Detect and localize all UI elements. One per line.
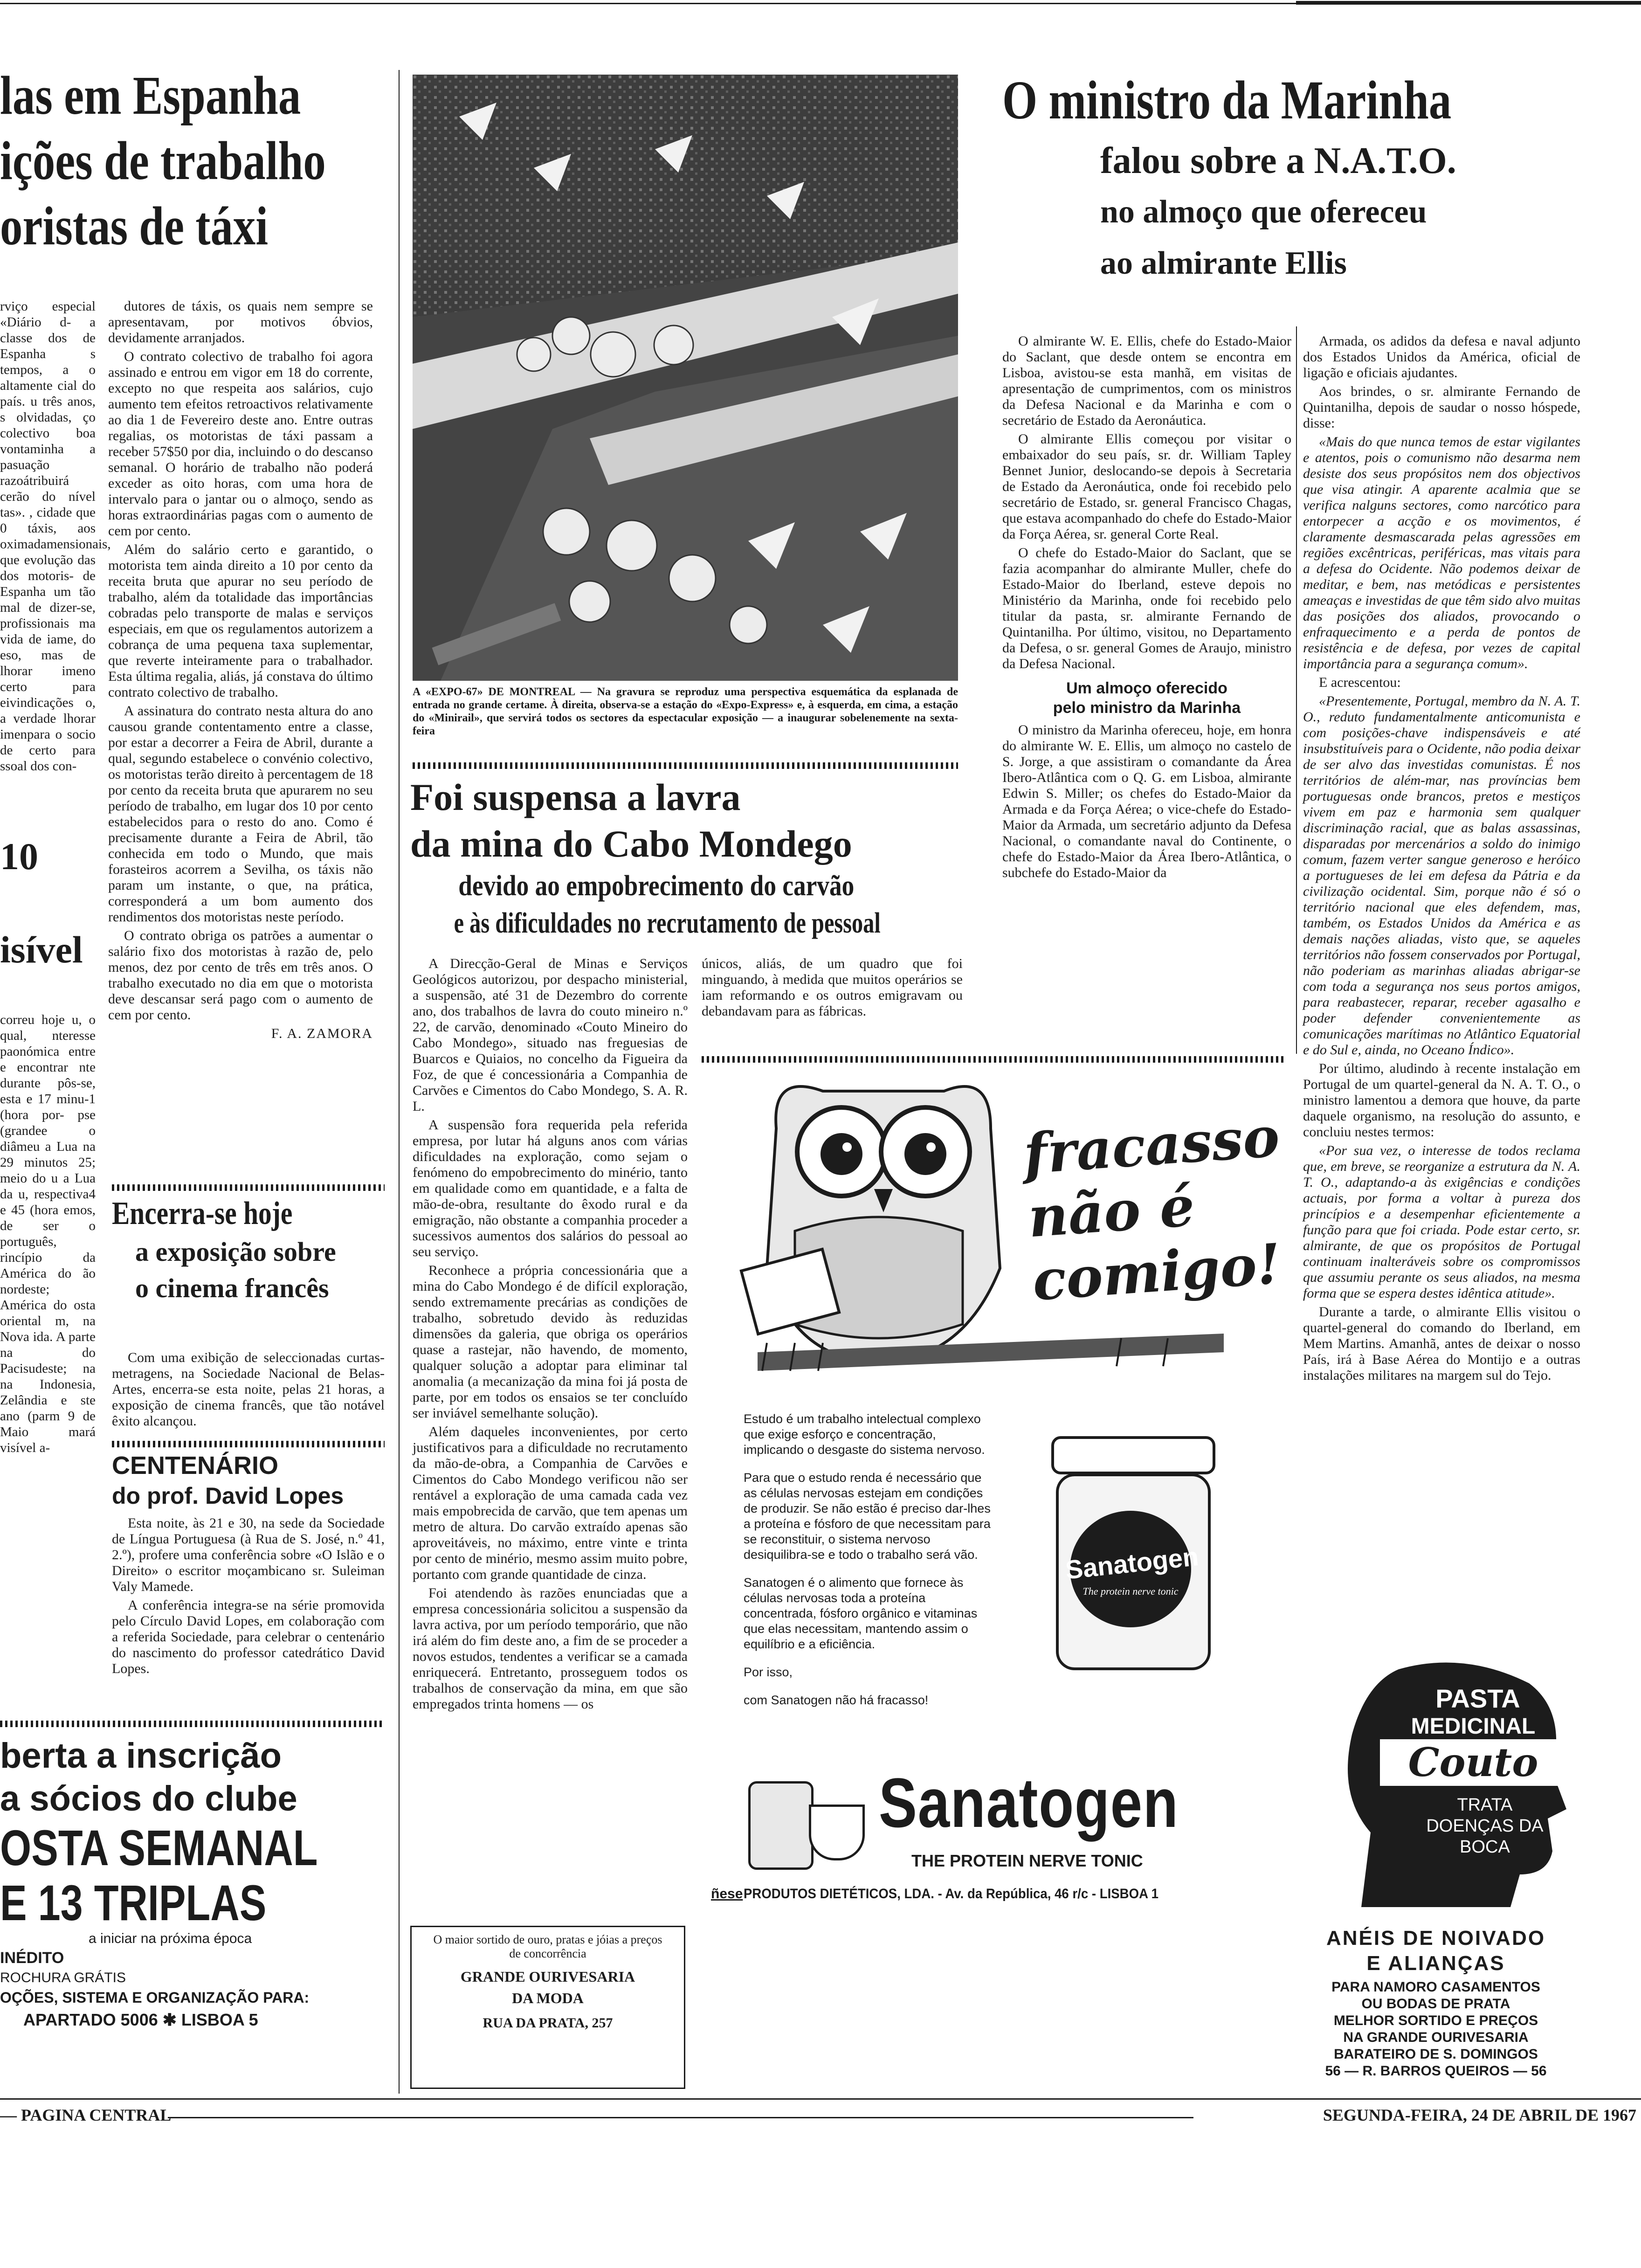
centenario-title-line: CENTENÁRIO: [112, 1452, 279, 1480]
ad-line: OSTA SEMANAL: [0, 1819, 318, 1876]
paragraph: Armada, os adidos da defesa e naval adjunto dos Estados Unidos da América, oficial de ligação e oficiais ajudantes.: [1303, 333, 1580, 380]
paragraph: Esta noite, às 21 e 30, na sede da Sociedade de Língua Portuguesa (à Rua de S. José, n.º 41, 2.º), profere uma conferência sobre «O Islão e o Direito» o escritor moçambicano sr. Suleiman Valy Mamede.: [112, 1515, 385, 1594]
paragraph: O almirante Ellis começou por visitar o embaixador do seu país, sr. dr. William Tapley Bennet Junior, deslocando-se depois à Secretaria de Estado da Aeronáutica, onde foi recebido pelo secretário de Estado, sr. general Francisco Chagas, que estava acompanhado do chefe do Estado-Maior da Força Aérea, sr. general Corte Real.: [1002, 431, 1291, 542]
ad-line: a iniciar na próxima época: [89, 1931, 252, 1946]
paragraph: Sanatogen é o alimento que fornece às células nervosas toda a proteína concentrada, fósforo orgânico e vitaminas que elas necessitam, mantendo assim o equilíbrio e a eficiência.: [744, 1576, 978, 1651]
sanatogen-ad: [702, 1072, 1284, 2070]
fragment-big-10: 10: [0, 835, 38, 878]
aneis-line: E ALIANÇAS: [1366, 1952, 1505, 1975]
sanatogen-copy: [744, 1399, 995, 1721]
mina-column-2: [702, 956, 963, 1022]
mina-head-line: Foi suspensa a lavra: [410, 776, 741, 818]
ourivesaria-line: RUA DA PRATA, 257: [483, 2015, 613, 2031]
centenario-text: [112, 1515, 385, 1680]
sanatogen-slogan: fracasso não é comigo!: [1021, 1104, 1283, 1313]
aneis-line: ANÉIS DE NOIVADO: [1326, 1927, 1546, 1950]
ministro-head-line: ao almirante Ellis: [1100, 245, 1347, 281]
paragraph: Além daqueles inconvenientes, por certo justificativos para a dificuldade no recrutamento da mão-de-obra, a Companhia de Carvões e Cimentos do Cabo Mondego verificou não ser rentável a exploração de uma camada cada vez mais empobrecida de carvão, que tem apenas um metro de altura. Do carvão extraído apenas são aproveitáveis, no máximo, entre vinte e trinta por cento de minério, mesmo assim muito pobre, portanto com grande quantidade de cinza.: [413, 1424, 688, 1582]
paragraph: O contrato obriga os patrões a aumentar o salário fixo dos motoristas à razão de, pelo menos, dez por cento de três em três anos. O trabalho executado no dia em que o motorista deve descansar será pago com o aumento de cem por cento.: [108, 928, 373, 1023]
expo-67-illustration: [413, 75, 958, 681]
paragraph: Reconhece a própria concessionária que a mina do Cabo Mondego é de difícil exploração, sendo extremamente precárias as condições de trabalho, sobretudo devido às reduzidas dimensões da galeria, que obriga os operários quase a rastejar, não havendo, de momento, qualquer solução a adoptar para eliminar tal anomalia (a mecanização da mina foi já posta de parte, por em todos os ensaios se ter concluído ser inviável semelhante solução).: [413, 1263, 688, 1421]
sanatogen-address: PRODUTOS DIETÉTICOS, LDA. - Av. da República, 46 r/c - LISBOA 1: [744, 1886, 1158, 1902]
paragraph: Por isso,: [744, 1665, 793, 1679]
cup: [809, 1805, 865, 1860]
aneis-line: MELHOR SORTIDO E PREÇOS: [1333, 2013, 1538, 2028]
aneis-line: 56 — R. BARROS QUEIROS — 56: [1325, 2063, 1547, 2079]
ministro-head-line: no almoço que ofereceu: [1100, 194, 1427, 230]
headline-line: ições de trabalho: [0, 130, 326, 191]
dash-glyph: —: [0, 2106, 21, 2124]
exposicao-text: [112, 1350, 385, 1432]
ministro-subhead: [1002, 678, 1291, 718]
paragraph: Estudo é um trabalho intelectual complexo que exige esforço e concentração, implicando o desgaste do sistema nervoso.: [744, 1412, 985, 1457]
fragment-big-isivel: isível: [0, 928, 83, 971]
pasta-brand: Couto: [1380, 1739, 1566, 1786]
sanatogen-logo: ñese: [711, 1886, 743, 1902]
paragraph: com Sanatogen não há fracasso!: [744, 1693, 929, 1707]
exposicao-title-line: a exposição sobre: [135, 1237, 336, 1267]
ministro-body-2a: [1303, 333, 1580, 431]
expo-photo: [413, 75, 958, 681]
ad-line: INÉDITO: [0, 1949, 64, 1967]
exposicao-title-line: o cinema francês: [135, 1273, 329, 1303]
aneis-line: NA GRANDE OURIVESARIA: [1343, 2030, 1529, 2045]
paragraph: Além do salário certo e garantido, o motorista tem ainda direito a 10 por cento da receita bruta que apurar no seu período de trabalho, além da totalidade das importâncias cobradas pelo transporte de malas e serviços especiais, em que os regulamentos autorizem a cobrança de uma pequena taxa suplementar, que reverte inteiramente para o trabalhador. Esta última regalia, aliás, já constava do último contrato colectivo de trabalho.: [108, 542, 373, 700]
paragraph: Aos brindes, o sr. almirante Fernando de Quintanilha, depois de saudar o nosso hóspede, disse:: [1303, 384, 1580, 431]
exposicao-title: [112, 1194, 385, 1307]
ourivesaria-line: GRANDE OURIVESARIA: [460, 1968, 635, 1985]
aneis-line: PARA NAMORO CASAMENTOS: [1331, 1979, 1540, 1995]
ministro-column-1: [1002, 333, 1291, 1061]
taxi-fragment-text: rviço especial «Diário d- a classe dos de Espanha s tempos, a o altamente cial do país. u três anos, s olvidadas, ço colectivo boa vontaminha a pasuação razoátribuirá cerão do nível tas». , cidade que 0 táxis, aos oximadamensionais, que evolução das dos motoris- de Espanha um tão mal de dizer-se, profissionais ma vida de iame, do eso, mas de lhorar imeno certo para eivindicações o, a verdade lhorar imenpara o socio de certo para ssoal dos con-: [0, 299, 111, 774]
aneis-line: OU BODAS DE PRATA: [1361, 1996, 1510, 2012]
pasta-line: PASTA: [1435, 1684, 1520, 1713]
exposicao-paragraph: Com uma exibição de seleccionadas curtas-metragens, na Sociedade Nacional de Belas-Artes, encerra-se esta noite, pelas 21 horas, a exposição de cinema francês, que tão notável êxito alcançou.: [112, 1350, 385, 1429]
mina-head-line: e às dificuldades no recrutamento de pessoal: [454, 907, 881, 939]
ministro-paragraph: Por último, aludindo à recente instalação em Portugal de um quartel-general da N. A. T. O., o ministro lamentou a demora que houve, da parte daquele organismo, na resolução do assunto, e concluiu nestes termos:: [1303, 1061, 1580, 1140]
centenario-title-line: do prof. David Lopes: [112, 1483, 344, 1509]
ministro-paragraph: O ministro da Marinha ofereceu, hoje, em honra do almirante W. E. Ellis, um almoço no castelo de S. Jorge, a que assistiram o comandante da Área Ibero-Atlântica com o Q. G. em Lisboa, almirante Edwin S. Miller; os chefes do Estado-Maior da Armada e da Força Aérea; o vice-chefe do Estado-Maior da Armada, um secretário adjunto da Defesa Nacional, o comandante naval do Continente, o chefe do Estado-Maior da Área Ibero-Atlântica, o subchefe do Estado-Maior da: [1002, 722, 1291, 880]
small-jar: [748, 1781, 814, 1870]
page-section-label: PAGINA CENTRAL: [21, 2106, 172, 2124]
ministro-quote: «Mais do que nunca temos de estar vigilantes e atentos, pois o comunismo não desarma nem desiste dos seus propósitos nem dos objectivos que visa atingir. A aparente acalmia que se verifica nalguns sectores, como narcótico para entorpecer a acção e os movimentos, é claramente desmascarada pelas agressões em regiões excêntricas, periféricas, mas vitais para a defesa do Ocidente. Não podemos deixar de meditar, e bem, nas metódicas e persistentes ameaças e investidas de que têm sido alvo muitas das posições dos aliados, provocando o enfraquecimento e a perda de pontos de resistência e de defesa, por vezes de capital importância para a segurança comum».: [1303, 434, 1580, 671]
aneis-ad: [1287, 1926, 1585, 2094]
ministro-paragraph: Durante a tarde, o almirante Ellis visitou o quartel-general do comando do Iberland, em Mem Martins. Amanhã, antes de deixar o nosso País, irá à Base Aérea do Montijo e a outras instalações militares na margem sul do Tejo.: [1303, 1304, 1580, 1383]
ministro-quote: «Por sua vez, o interesse de todos reclama que, em breve, se reorganize a estrutura da N. A. T. O., adaptando-a às exigências e condições actuais, por forma a voltar à pureza dos princípios e a desempenhar eficientemente a função para que foi criada. Pode estar certo, sr. almirante, de que os propósitos de Portugal continuam inalteráveis sobre os compromissos que assumiu perante os seus aliados, na mesma forma que se espera destes idêntica atitude».: [1303, 1143, 1580, 1301]
paragraph: A assinatura do contrato nesta altura do ano causou grande contentamento entre a classe, por estar a decorrer a Feira de Abril, durante a qual, segundo estabelece o convénio colectivo, os motoristas terão direito à percentagem de 18 por cento da receita bruta que apurarem no seu período de trabalho, em lugar dos 10 por cento estabelecidos para o resto do ano. Como é precisamente durante a Feira de Abril, tão conhecida em todo o Mundo, que mais forasteiros acorrem a Sevilha, os táxis não param um instante, o que, na prática, corresponderá a um bom aumento dos rendimentos dos motoristas neste período.: [108, 703, 373, 925]
mina-head-line: da mina do Cabo Mondego: [410, 823, 852, 865]
aneis-line: BARATEIRO DE S. DOMINGOS: [1334, 2047, 1538, 2062]
ministro-head-line: falou sobre a N.A.T.O.: [1100, 140, 1456, 181]
paragraph: O contrato colectivo de trabalho foi agora assinado e entrou em vigor em 18 do corrente, excepto no que respeita aos salários, cujo aumento tem efeitos retroactivos relativamente ao dia 1 de Fevereiro deste ano. Entre outras regalias, os motoristas de táxi passam a receber 57$50 por dia, incluindo o do descanso semanal. O horário de trabalho não poderá exceder as oito horas, com uma hora de intervalo para o jantar ou o almoço, sendo as horas extraordinárias pagas com o aumento de cem por cento.: [108, 349, 373, 539]
sanatogen-jar: [1047, 1436, 1214, 1669]
taxi-column-a: [0, 298, 111, 777]
sanatogen-brand: Sanatogen: [879, 1763, 1179, 1842]
centenario-title: [112, 1450, 385, 1511]
headline-line: las em Espanha: [0, 65, 301, 126]
paragraph: A suspensão fora requerida pela referida empresa, por lutar há alguns anos com várias dificuldades na exploração, como sejam o fenómeno do empobrecimento do minério, tanto em qualidade como em quantidade, e a falta de mão-de-obra, resultante do êxodo rural e da emigração, não obstante a companhia proceder a sucessivos aumentos dos salários do pessoal ao seu serviço.: [413, 1117, 688, 1259]
paragraph: dutores de táxis, os quais nem sempre se apresentavam, por motivos óbvios, devidamente arranjados.: [108, 298, 373, 346]
eclipse-fragment: [0, 1012, 96, 1721]
centenario-body: [112, 1515, 385, 1677]
mina-column-1: [413, 956, 688, 1912]
sanatogen-tagline: THE PROTEIN NERVE TONIC: [911, 1851, 1143, 1870]
ourivesaria-line: O maior sortido de ouro, pratas e jóias a preços de concorrência: [433, 1933, 662, 1960]
ministro-head-line: O ministro da Marinha: [1002, 69, 1452, 131]
mina-headline: [410, 774, 960, 942]
ad-line: a sócios do clube: [0, 1779, 297, 1819]
pasta-line: DOENÇAS DA: [1426, 1816, 1544, 1836]
caption-text: A «EXPO-67» DE MONTREAL — Na gravura se reproduz uma perspectiva esquemática da esplanada de entrada no grande certame. À direita, observa-se a estação do «Expo-Express» e, à esquerda, em cima, a estação do «Minirail», que servirá todos os sectores da espectacular exposição — a inaugurar sobelenemente na sexta-feira: [413, 686, 958, 737]
paragraph: Foi atendendo às razões enunciadas que a empresa concessionária solicitou a suspensão da lavra activa, por um período temporário, que não irá além do fim deste ano, a fim de se proceder a novos estudos, tendentes a verificar se a camada enriquecerá. Entretanto, prosseguem todos os trabalhos de conservação da mina, em que são empregados trinta homens — os: [413, 1585, 688, 1712]
subhead-line: Um almoço oferecido: [1066, 679, 1227, 697]
ad-line: OÇÕES, SISTEMA E ORGANIZAÇÃO PARA:: [0, 1989, 310, 2006]
ourivesaria-line: DA MODA: [512, 1990, 584, 2006]
ministro-column-2: [1303, 333, 1580, 1686]
pasta-line: TRATA: [1457, 1795, 1513, 1815]
paragraph: Para que o estudo renda é necessário que as células nervosas estejam em condições de produzir. Se não estão é preciso dar-lhes a proteína e fósforo de que necessitam para se reconstituir, o sistema nervoso desiquilibra-se e todo o trabalho será vão.: [744, 1471, 991, 1562]
paragraph: O almirante W. E. Ellis, chefe do Estado-Maior do Saclant, que desde ontem se encontra em Lisboa, avistou-se esta manhã, em visitas de apresentação de cumprimentos, com os ministros da Defesa Nacional e da Marinha e com o secretário de Estado da Aeronáutica.: [1002, 333, 1291, 428]
footer-left: [0, 2105, 172, 2125]
pasta-couto-ad: [1333, 1655, 1576, 1907]
mina-head-line: devido ao empobrecimento do carvão: [458, 870, 855, 902]
ad-line: berta a inscrição: [0, 1736, 282, 1776]
ad-line: APARTADO 5006 ✱ LISBOA 5: [23, 2010, 258, 2029]
ministro-quote: «Presentemente, Portugal, membro da N. A. T. O., reduto fundamentalmente anticomunista e com posições-chave indispensáveis e até insubstituíveis para o Ocidente, não podia deixar de ser alvo das investidas comunistas. É nos territórios de além-mar, nas províncias bem portuguesas onde brancos, pretos e mestiços vivem em paz e harmonia sem qualquer discriminação racial, que as balas assassinas, disparadas por mercenários a soldo do inimigo comum, fazem verter sangue generoso e heróico a portugueses de lei em defesa da Pátria e da civilização ocidental. Sim, porque não é só o território nacional que eles defendem, mas, também, os Estados Unidos da América e as demais nações aliadas, visto que, se aqueles territórios não fossem conservados por Portugal, não poderiam as marinhas aliadas abrigar-se com toda a segurança nos seus portos amigos, para reabastecer, reparar, receber agasalho e poder defender convenientemente as comunicações marítimas no Atlântico Equatorial e do Sul e, ainda, no Oceano Índico».: [1303, 693, 1580, 1058]
jar-sub: The protein nerve tonic: [1083, 1585, 1179, 1597]
photo-caption: [413, 685, 958, 738]
taxi-signature: F. A. ZAMORA: [271, 1026, 373, 1041]
ministro-headline: [1002, 65, 1641, 289]
headline-line: oristas de táxi: [0, 195, 269, 256]
headline-espanha: [0, 63, 329, 259]
paragraph: A conferência integra-se na série promovida pelo Círculo David Lopes, em colaboração com a referida Sociedade, para celebrar o centenário do nascimento do professor catedrático David Lopes.: [112, 1597, 385, 1676]
footer-date: SEGUNDA-FEIRA, 24 DE ABRIL DE 1967: [1323, 2106, 1636, 2124]
pasta-line: BOCA: [1460, 1837, 1510, 1857]
taxi-column-b: [108, 298, 373, 1175]
paragraph: A Direcção-Geral de Minas e Serviços Geológicos autorizou, por despacho ministerial, a suspensão, até 31 de Dezembro do corrente ano, dos trabalhos de lavra do couto mineiro n.º 22, de carvão, denominado «Couto Mineiro do Cabo Mondego», situado nas freguesias de Buarcos e Quiaios, no concelho da Figueira da Foz, de que é concessionária a Companhia de Carvões e Cimentos do Cabo Mondego, S. A. R. L.: [413, 956, 688, 1114]
paragraph: O chefe do Estado-Maior do Saclant, que se fazia acompanhar do almirante Muller, chefe do Estado-Maior do Iberland, esteve depois no Ministério da Marinha, onde foi recebido pelo titular da pasta, sr. almirante Fernando de Quintanilha. Por último, visitou, no Departamento da Defesa, o sr. general Gomes de Araujo, ministro da Defesa Nacional.: [1002, 545, 1291, 671]
subhead-line: pelo ministro da Marinha: [1053, 699, 1241, 717]
ministro-body-1: [1002, 333, 1291, 672]
mina-body-1: [413, 956, 688, 1712]
exposicao-title-line: Encerra-se hoje: [112, 1196, 293, 1231]
ad-line: E 13 TRIPLAS: [0, 1874, 267, 1931]
eclipse-fragment-text: correu hoje u, o qual, nteresse paonómica entre e encontrar nte durante pôs-se, esta e 17 minu-1 (hora por- pse (grandee o diâmeu a Lua na 29 minutos 25; meio do u a Lua da u, respectiva4 e 45 (hora emos, de ser o português, rincípio da América do ão nordeste; América do osta oriental m, na Nova ida. A parte na do Pacisudeste; na na Indonesia, Zelândia e ste ano (parm 9 de Maio mará visível a-: [0, 1012, 96, 1455]
jar-label: Sanatogen: [1064, 1541, 1200, 1585]
mina-body-2: únicos, aliás, de um quadro que foi minguando, à medida que muitos operários se iam reformando e os outros emigravam ou debandavam para as fábricas.: [702, 956, 963, 1019]
taxi-body-text: [108, 298, 373, 1023]
sanatogen-copy-text: [744, 1411, 995, 1708]
pasta-line: MEDICINAL: [1411, 1714, 1536, 1739]
inscricao-ad: [0, 1735, 385, 2080]
ad-line: ROCHURA GRÁTIS: [0, 1970, 126, 1985]
ministro-paragraph: E acrescentou:: [1319, 675, 1401, 690]
ourivesaria-ad: [410, 1926, 685, 2089]
